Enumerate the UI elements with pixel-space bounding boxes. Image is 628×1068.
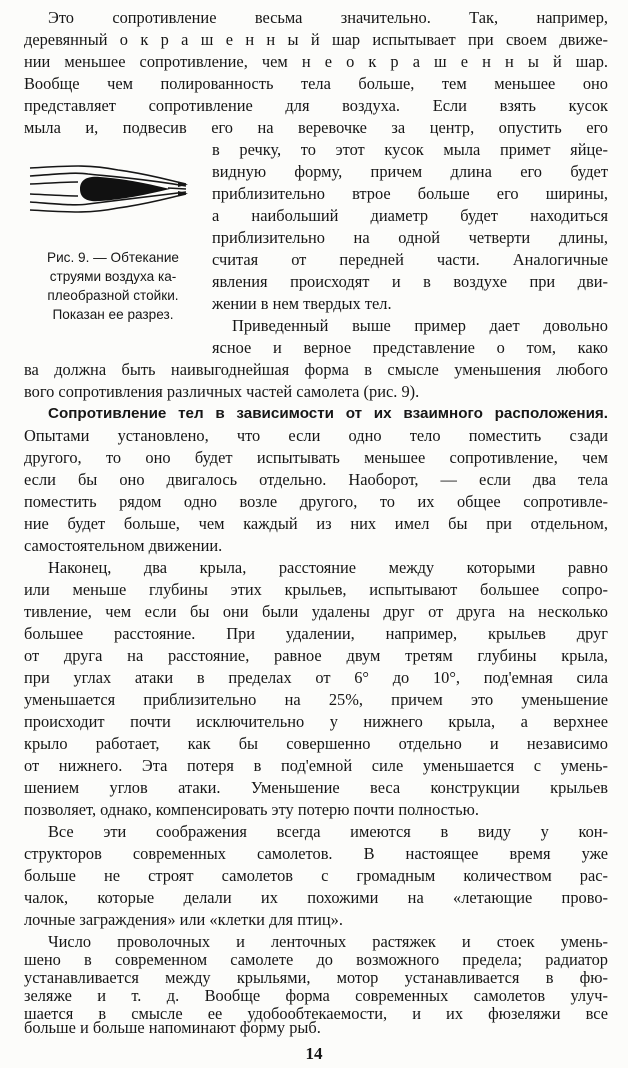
figure-caption-line: Рис. 9. — Обтекание — [47, 250, 179, 265]
text-line: или меньше глубины этих крыльев, испытывают большее сопро- — [24, 580, 608, 599]
text-line: ясное и верное представление о том, како — [212, 338, 608, 357]
text-line: а наибольший диаметр будет находиться — [212, 206, 608, 225]
text-line: приблизительно втрое больше его ширины, — [212, 184, 608, 203]
section-heading: Сопротивление тел в зависимости от их взаимного расположения. — [48, 405, 608, 422]
text-line: самостоятельном движении. — [24, 536, 223, 555]
text-line: больше не строят самолетов с громадным количеством рас- — [24, 866, 608, 885]
figure-caption-line: плеобразной стойки. — [47, 288, 179, 303]
text-line: устанавливается между крыльями, мотор устанавливается в фю- — [24, 968, 608, 987]
text-line: Это сопротивление весьма значительно. Так, например, — [48, 8, 608, 27]
text-line: Приведенный выше пример дает довольно — [232, 316, 608, 335]
text-line: представляет сопротивление для воздуха. Если взять кусок — [24, 96, 608, 115]
text-line: шением углов атаки. Уменьшение веса конструкции крыльев — [24, 778, 608, 797]
text-line: при углах атаки в пределах от 6° до 10°, под'емная сила — [24, 668, 608, 687]
text-line: вого сопротивления различных частей самолета (рис. 9). — [24, 382, 420, 401]
teardrop-airflow-figure — [28, 158, 192, 222]
text-line: другого, то оно будет испытывать меньшее сопротивление, чем — [24, 448, 608, 467]
text-line: шено в современном самолете до возможного предела; радиатор — [24, 950, 608, 969]
text-line: лочные заграждения» или «клетки для птиц». — [24, 910, 343, 929]
text-line: если бы оно двигалось отдельно. Наоборот, — если два тела — [24, 470, 608, 489]
figure-caption-line: струями воздуха ка- — [49, 269, 177, 284]
text-line: уменьшается приблизительно на 25%, причем это уменьшение — [24, 690, 608, 709]
text-line: деревянный о к р а ш е н н ы й шар испытывает при своем движе- — [24, 30, 608, 49]
text-line: приблизительно на одной четверти длины, — [212, 228, 608, 247]
text-line: крыло работает, как бы совершенно отдельно и независимо — [24, 734, 608, 753]
text-line: от нижнего. Эта потеря в под'емной силе уменьшается с умень- — [24, 756, 608, 775]
text-line: структоров современных самолетов. В настоящее время уже — [24, 844, 608, 863]
text-line: большее расстояние. При удалении, например, крыльев друг — [24, 624, 608, 643]
text-line: в речку, то этот кусок мыла примет яйце- — [212, 140, 608, 159]
text-line: Все эти соображения всегда имеются в виду у кон- — [48, 822, 608, 841]
text-line: позволяет, однако, компенсировать эту потерю почти полностью. — [24, 800, 479, 819]
text-line: ва должна быть наивыгоднейшая форма в смысле уменьшения любого — [24, 360, 608, 379]
text-line: тивление, чем если бы они были удалены друг от друга на несколько — [24, 602, 608, 621]
text-line: от друга на расстояние, равное двум третям глубины крыла, — [24, 646, 608, 665]
text-line: чалок, которые делали их похожими на «летающие прово- — [24, 888, 608, 907]
page-number: 14 — [305, 1044, 323, 1063]
text-line: Число проволочных и ленточных растяжек и стоек умень- — [48, 932, 608, 951]
text-line: явления происходят и в воздухе при дви- — [212, 272, 608, 291]
text-line: Наконец, два крыла, расстояние между которыми равно — [48, 558, 608, 577]
text-line: нии меньшее сопротивление, чем н е о к р а ш е н н ы й шар. — [24, 52, 608, 71]
text-line: Вообще чем полированность тела больше, тем меньшее оно — [24, 74, 608, 93]
text-line: ние будет больше, чем каждый из них имел бы при отдельном, — [24, 514, 608, 533]
text-line: больше и больше напоминают форму рыб. — [24, 1018, 321, 1037]
text-line: происходит почти исключительно у нижнего крыла, а верхнее — [24, 712, 608, 731]
text-line: считая от передней части. Аналогичные — [212, 250, 608, 269]
text-line: зеляже и т. д. Вообще форма современных самолетов улуч- — [24, 986, 608, 1005]
text-line: мыла и, подвесив его на веревочке за центр, опустить его — [24, 118, 608, 137]
text-line: видную форму, причем длина его будет — [212, 162, 608, 181]
text-line: жении в нем твердых тел. — [212, 294, 392, 313]
figure-caption-line: Показан ее разрез. — [52, 307, 174, 322]
text-line: Опытами установлено, что если одно тело поместить сзади — [24, 426, 608, 445]
text-line: поместить рядом одно возле другого, то их общее сопротивле- — [24, 492, 608, 511]
text-line: шается в смысле ее удобообтекаемости, и их фюзеляжи все — [24, 1004, 608, 1023]
